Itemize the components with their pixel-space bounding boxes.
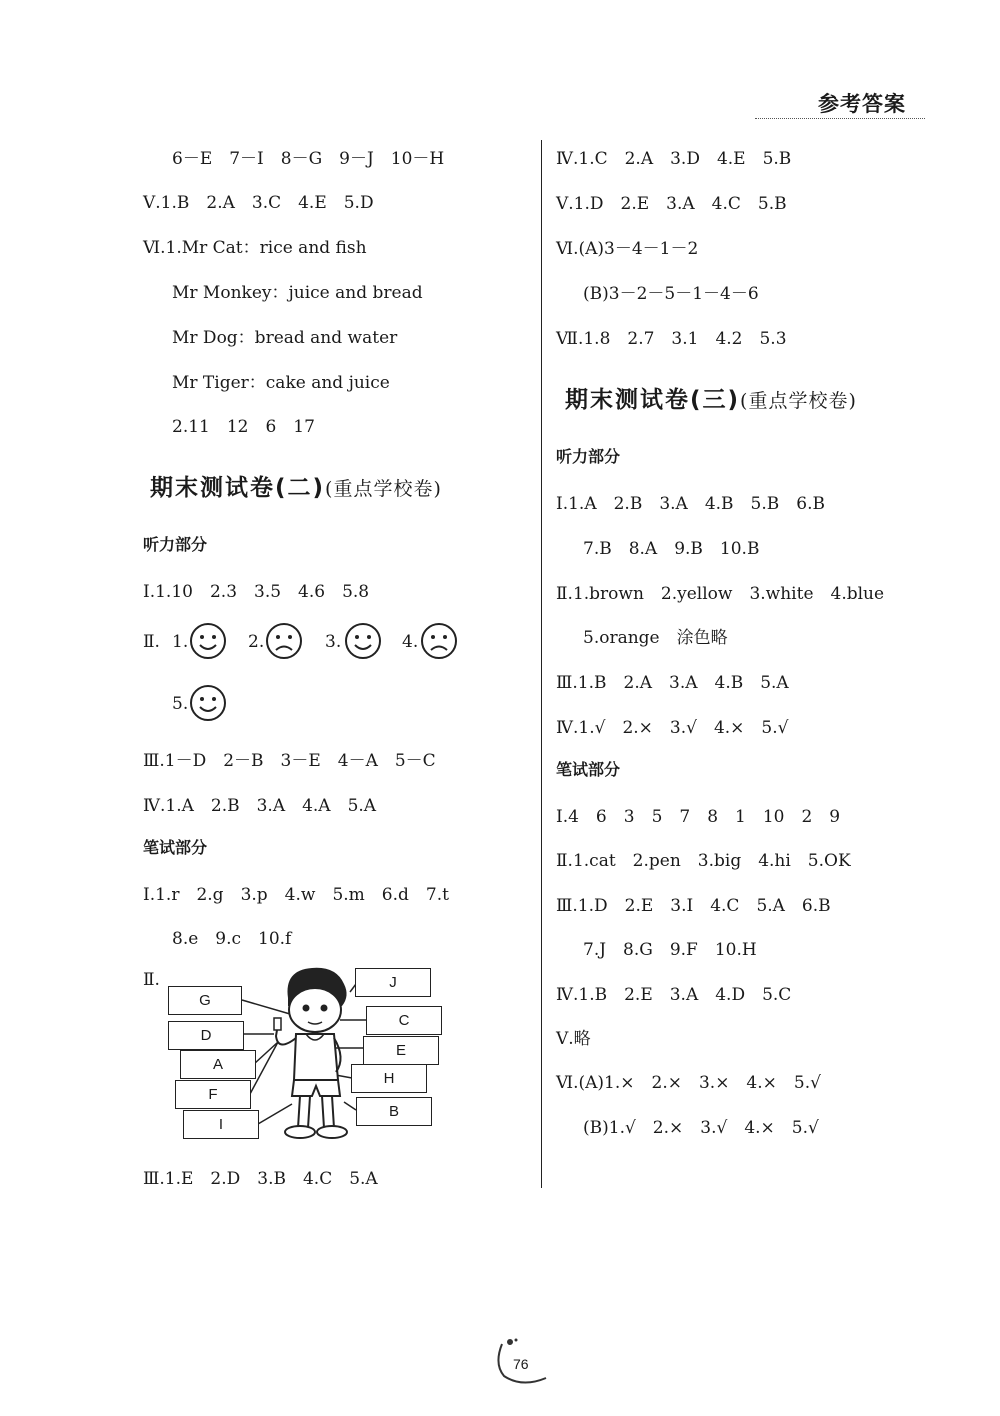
answer-line: Mr Tiger：cake and juice bbox=[172, 373, 390, 393]
sad-face-icon bbox=[265, 622, 303, 660]
page-number: 76 bbox=[513, 1356, 529, 1372]
answer-line: (B)1.√ 2.× 3.√ 4.× 5.√ bbox=[583, 1118, 819, 1138]
match-box-right: C bbox=[366, 1006, 442, 1035]
answer-line: Ⅳ.1.√ 2.× 3.√ 4.× 5.√ bbox=[556, 718, 789, 738]
answer-line: Ⅵ.(A)3－4－1－2 bbox=[556, 239, 699, 259]
header-dotted-rule bbox=[755, 118, 925, 119]
answer-line: Mr Monkey：juice and bread bbox=[172, 283, 423, 303]
section-title: 期末测试卷(二) bbox=[150, 475, 326, 501]
match-box-right: H bbox=[351, 1064, 427, 1093]
face-label: 4. bbox=[402, 632, 419, 652]
answer-line: Ⅲ.1.E 2.D 3.B 4.C 5.A bbox=[143, 1169, 378, 1189]
answer-line: Ⅲ.1－D 2－B 3－E 4－A 5－C bbox=[143, 751, 436, 771]
match-box-right: J bbox=[355, 968, 431, 997]
match-box-left: I bbox=[183, 1110, 259, 1139]
answer-line: 6－E 7－I 8－G 9－J 10－H bbox=[172, 149, 445, 169]
answer-line: Ⅳ.1.C 2.A 3.D 4.E 5.B bbox=[556, 149, 792, 169]
match-box-right: E bbox=[363, 1036, 439, 1065]
sad-face-icon bbox=[420, 622, 458, 660]
question-prefix: Ⅱ. bbox=[143, 970, 160, 990]
answer-line: 2.11 12 6 17 bbox=[172, 417, 315, 437]
answer-line: Ⅵ.(A)1.× 2.× 3.× 4.× 5.√ bbox=[556, 1073, 821, 1093]
match-box-left: D bbox=[168, 1021, 244, 1050]
question-prefix: Ⅱ. bbox=[143, 632, 160, 652]
section-subtitle: (重点学校卷) bbox=[325, 478, 442, 500]
answer-line: Ⅰ.1.A 2.B 3.A 4.B 5.B 6.B bbox=[556, 494, 825, 514]
answer-line: Ⅰ.1.10 2.3 3.5 4.6 5.8 bbox=[143, 582, 370, 602]
answer-line: Ⅳ.1.B 2.E 3.A 4.D 5.C bbox=[556, 985, 792, 1005]
answer-line: Ⅴ.略 bbox=[556, 1029, 591, 1049]
section-heading-2 bbox=[150, 469, 442, 502]
answer-line: Ⅱ.1.brown 2.yellow 3.white 4.blue bbox=[556, 584, 885, 604]
answer-line: Ⅲ.1.B 2.A 3.A 4.B 5.A bbox=[556, 673, 789, 693]
smiley-face-icon bbox=[189, 622, 227, 660]
part-label-listening: 听力部分 bbox=[556, 447, 621, 466]
answer-line: Ⅴ.1.B 2.A 3.C 4.E 5.D bbox=[143, 193, 374, 213]
answer-line: 7.J 8.G 9.F 10.H bbox=[583, 940, 757, 960]
face-label: 5. bbox=[172, 694, 189, 714]
answer-line: Ⅲ.1.D 2.E 3.I 4.C 5.A 6.B bbox=[556, 896, 831, 916]
section-subtitle: (重点学校卷) bbox=[740, 390, 857, 412]
answer-line: Ⅱ.1.cat 2.pen 3.big 4.hi 5.OK bbox=[556, 851, 851, 871]
answer-line: Ⅴ.1.D 2.E 3.A 4.C 5.B bbox=[556, 194, 787, 214]
smiley-face-icon bbox=[189, 684, 227, 722]
answer-line: Ⅵ.1.Mr Cat：rice and fish bbox=[143, 238, 367, 258]
smiley-face-icon bbox=[344, 622, 382, 660]
answer-line: 7.B 8.A 9.B 10.B bbox=[583, 539, 760, 559]
answer-line: Ⅳ.1.A 2.B 3.A 4.A 5.A bbox=[143, 796, 377, 816]
page-header-title: 参考答案 bbox=[818, 92, 906, 116]
answer-line: Ⅶ.1.8 2.7 3.1 4.2 5.3 bbox=[556, 329, 787, 349]
answer-line: 5.orange 涂色略 bbox=[583, 628, 728, 648]
match-box-left: G bbox=[168, 986, 242, 1015]
part-label-writing: 笔试部分 bbox=[556, 760, 621, 779]
part-label-writing: 笔试部分 bbox=[143, 838, 208, 857]
answer-line: Ⅰ.4 6 3 5 7 8 1 10 2 9 bbox=[556, 807, 841, 827]
answer-line: 8.e 9.c 10.f bbox=[172, 929, 292, 949]
match-box-right: B bbox=[356, 1097, 432, 1126]
column-divider bbox=[541, 140, 542, 1188]
face-label: 3. bbox=[325, 632, 342, 652]
answer-line: Ⅰ.1.r 2.g 3.p 4.w 5.m 6.d 7.t bbox=[143, 885, 449, 905]
face-label: 1. bbox=[172, 632, 189, 652]
answer-line: (B)3－2－5－1－4－6 bbox=[583, 284, 759, 304]
answer-line: Mr Dog：bread and water bbox=[172, 328, 398, 348]
section-heading-3 bbox=[565, 381, 857, 414]
part-label-listening: 听力部分 bbox=[143, 535, 208, 554]
match-box-left: A bbox=[180, 1050, 256, 1079]
section-title: 期末测试卷(三) bbox=[565, 387, 741, 413]
face-label: 2. bbox=[248, 632, 265, 652]
match-box-left: F bbox=[175, 1080, 251, 1109]
